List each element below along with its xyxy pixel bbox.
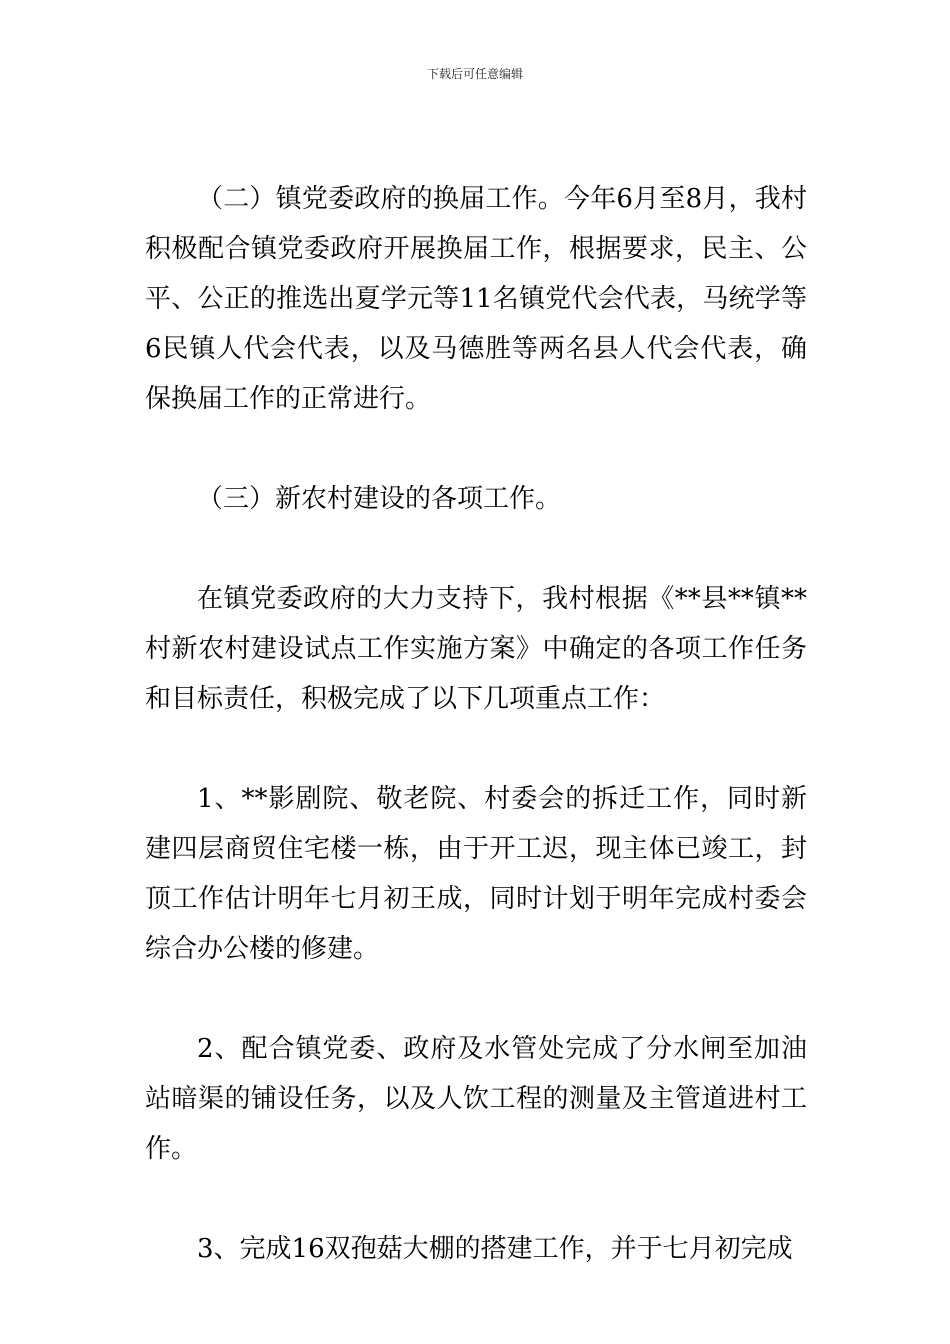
paragraph-item-1: 1、**影剧院、敬老院、村委会的拆迁工作，同时新建四层商贸住宅楼一栋，由于开工迟，现主体已竣工，封顶工作估计明年七月初王成，同时计划于明年完成村委会综合办公楼的修建。 [145, 784, 807, 964]
paragraph-support-intro: 在镇党委政府的大力支持下，我村根据《**县**镇**村新农村建设试点工作实施方案》中确定的各项工作任务和目标责任，积极完成了以下几项重点工作： [145, 584, 807, 714]
document-body [145, 174, 807, 1274]
paragraph-election-work: （二）镇党委政府的换届工作。今年6月至8月，我村积极配合镇党委政府开展换届工作，根据要求，民主、公平、公正的推选出夏学元等11名镇党代会代表，马统学等6民镇人代会代表，以及马德胜等两名县人代会代表，确保换届工作的正常进行。 [145, 184, 807, 414]
paragraph-item-3: 3、完成16双孢菇大棚的搭建工作，并于七月初完成 [197, 1234, 793, 1264]
paragraph-item-2: 2、配合镇党委、政府及水管处完成了分水闸至加油站暗渠的铺设任务，以及人饮工程的测量及主管道进村工作。 [145, 1034, 807, 1164]
header-note: 下载后可任意编辑 [426, 67, 523, 81]
paragraph-new-countryside-heading: （三）新农村建设的各项工作。 [197, 484, 562, 514]
